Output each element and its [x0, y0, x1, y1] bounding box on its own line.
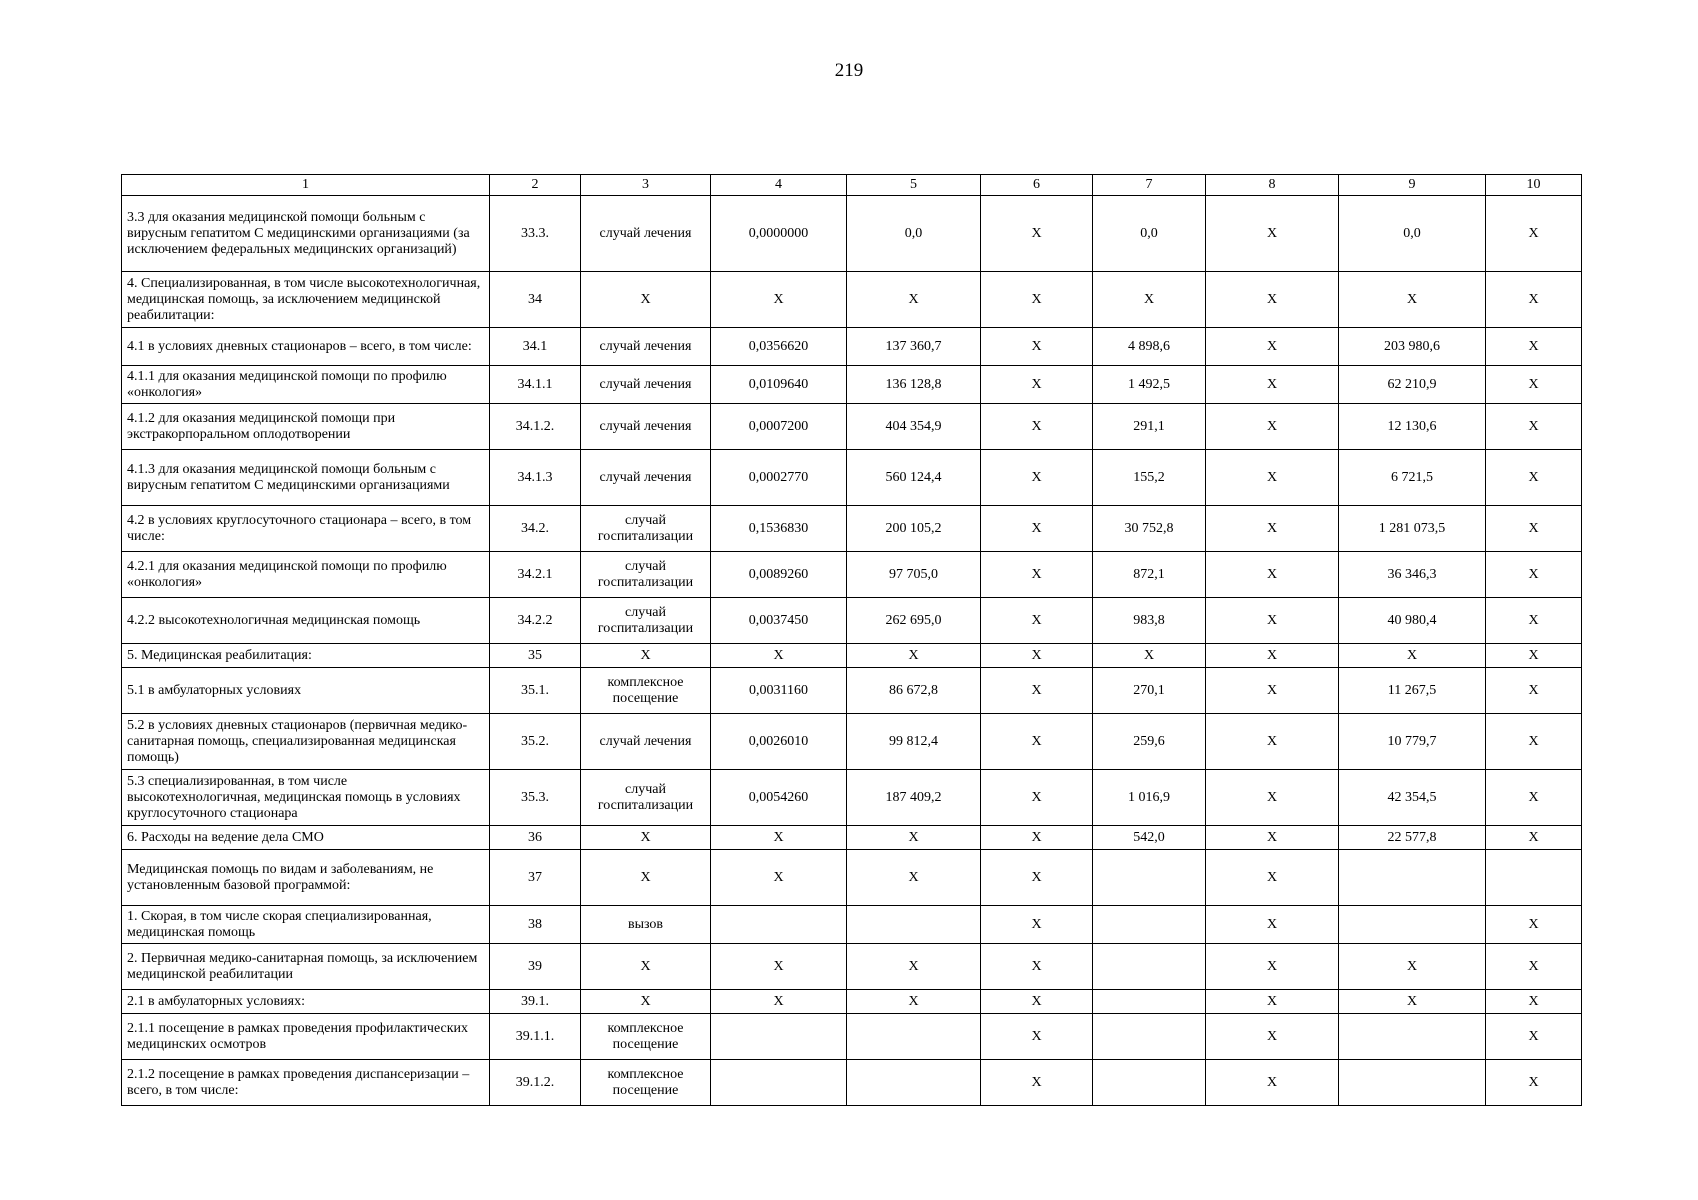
- table-row: [122, 906, 1582, 944]
- table-cell: комплексное посещение: [581, 1014, 711, 1060]
- table-cell: 39: [490, 944, 581, 990]
- table-cell: X: [581, 990, 711, 1014]
- column-header: 10: [1486, 175, 1582, 196]
- table-cell: [1339, 906, 1486, 944]
- row-label-cell: 5.1 в амбулаторных условиях: [122, 668, 490, 714]
- table-cell: X: [981, 668, 1093, 714]
- table-cell: X: [847, 644, 981, 668]
- table-cell: X: [1206, 1014, 1339, 1060]
- table-cell: 1 281 073,5: [1339, 506, 1486, 552]
- table-row: [122, 552, 1582, 598]
- table-cell: 0,0: [1093, 196, 1206, 272]
- table-row: [122, 990, 1582, 1014]
- table-row: [122, 770, 1582, 826]
- table-cell: 0,0109640: [711, 366, 847, 404]
- table-cell: [1093, 850, 1206, 906]
- table-cell: 0,0: [1339, 196, 1486, 272]
- column-header: 1: [122, 175, 490, 196]
- column-header: 9: [1339, 175, 1486, 196]
- row-label-cell: 4.1.1 для оказания медицинской помощи по профилю «онкология»: [122, 366, 490, 404]
- table-cell: X: [981, 404, 1093, 450]
- table-cell: 872,1: [1093, 552, 1206, 598]
- table-cell: 36 346,3: [1339, 552, 1486, 598]
- table-cell: X: [711, 272, 847, 328]
- table-cell: X: [981, 770, 1093, 826]
- table-cell: X: [581, 644, 711, 668]
- table-cell: X: [1486, 598, 1582, 644]
- table-cell: X: [1206, 944, 1339, 990]
- table-cell: X: [1206, 450, 1339, 506]
- row-label-cell: 4.2.1 для оказания медицинской помощи по профилю «онкология»: [122, 552, 490, 598]
- table-cell: X: [847, 990, 981, 1014]
- table-cell: X: [1486, 1060, 1582, 1106]
- table-cell: X: [1339, 990, 1486, 1014]
- table-cell: случай госпитализации: [581, 506, 711, 552]
- table-cell: 34.2.1: [490, 552, 581, 598]
- table-cell: 40 980,4: [1339, 598, 1486, 644]
- table-cell: 270,1: [1093, 668, 1206, 714]
- table-cell: 0,0000000: [711, 196, 847, 272]
- table-cell: X: [1486, 714, 1582, 770]
- table-cell: 983,8: [1093, 598, 1206, 644]
- table-cell: 34.2.2: [490, 598, 581, 644]
- table-cell: X: [1486, 944, 1582, 990]
- table-cell: 34.1.2.: [490, 404, 581, 450]
- table-cell: 39.1.2.: [490, 1060, 581, 1106]
- table-cell: X: [1486, 770, 1582, 826]
- table-cell: 262 695,0: [847, 598, 981, 644]
- table-cell: X: [981, 196, 1093, 272]
- table-row: [122, 1014, 1582, 1060]
- table-cell: 39.1.: [490, 990, 581, 1014]
- table-cell: X: [981, 366, 1093, 404]
- table-cell: случай лечения: [581, 404, 711, 450]
- table-cell: X: [981, 826, 1093, 850]
- table-cell: X: [711, 644, 847, 668]
- table-row: [122, 598, 1582, 644]
- table-cell: 291,1: [1093, 404, 1206, 450]
- table-cell: 4 898,6: [1093, 328, 1206, 366]
- table-row: [122, 850, 1582, 906]
- table-cell: 35.3.: [490, 770, 581, 826]
- row-label-cell: 5. Медицинская реабилитация:: [122, 644, 490, 668]
- row-label-cell: 4.2.2 высокотехнологичная медицинская помощь: [122, 598, 490, 644]
- table-cell: 34.1.1: [490, 366, 581, 404]
- table-cell: 542,0: [1093, 826, 1206, 850]
- row-label-cell: 3.3 для оказания медицинской помощи больным с вирусным гепатитом С медицинскими организациями (за исключением федеральных медицинских организаций): [122, 196, 490, 272]
- table-row: [122, 714, 1582, 770]
- table-cell: X: [847, 850, 981, 906]
- table-row: [122, 944, 1582, 990]
- table-row: [122, 272, 1582, 328]
- row-label-cell: 4.2 в условиях круглосуточного стационара – всего, в том числе:: [122, 506, 490, 552]
- table-cell: X: [1486, 668, 1582, 714]
- table-cell: 37: [490, 850, 581, 906]
- table-cell: X: [711, 990, 847, 1014]
- table-header-row: [122, 175, 1582, 196]
- column-header: 8: [1206, 175, 1339, 196]
- table-cell: 404 354,9: [847, 404, 981, 450]
- table-cell: 1 016,9: [1093, 770, 1206, 826]
- table-cell: X: [847, 272, 981, 328]
- row-label-cell: 2. Первичная медико-санитарная помощь, за исключением медицинской реабилитации: [122, 944, 490, 990]
- table-cell: X: [1206, 668, 1339, 714]
- table-cell: X: [1206, 196, 1339, 272]
- table-cell: 34.2.: [490, 506, 581, 552]
- table-cell: [1339, 1060, 1486, 1106]
- table-cell: X: [1486, 272, 1582, 328]
- table-cell: 97 705,0: [847, 552, 981, 598]
- table-cell: X: [1486, 328, 1582, 366]
- row-label-cell: 2.1 в амбулаторных условиях:: [122, 990, 490, 1014]
- table-cell: [1093, 906, 1206, 944]
- row-label-cell: 4.1.2 для оказания медицинской помощи при экстракорпоральном оплодотворении: [122, 404, 490, 450]
- table-cell: [1339, 850, 1486, 906]
- table-row: [122, 1060, 1582, 1106]
- column-header: 6: [981, 175, 1093, 196]
- data-table: [121, 174, 1582, 1106]
- table-cell: 33.3.: [490, 196, 581, 272]
- table-cell: 86 672,8: [847, 668, 981, 714]
- table-cell: случай лечения: [581, 196, 711, 272]
- table-cell: случай госпитализации: [581, 770, 711, 826]
- table-cell: 203 980,6: [1339, 328, 1486, 366]
- table-cell: комплексное посещение: [581, 1060, 711, 1106]
- table-cell: X: [1486, 404, 1582, 450]
- table-cell: 34.1: [490, 328, 581, 366]
- row-label-cell: 4. Специализированная, в том числе высокотехнологичная, медицинская помощь, за исключением медицинской реабилитации:: [122, 272, 490, 328]
- table-row: [122, 644, 1582, 668]
- table-cell: 36: [490, 826, 581, 850]
- table-cell: [847, 906, 981, 944]
- table-cell: [1486, 850, 1582, 906]
- table-cell: [847, 1060, 981, 1106]
- table-cell: X: [581, 826, 711, 850]
- table-cell: X: [581, 850, 711, 906]
- table-cell: X: [1339, 644, 1486, 668]
- table-cell: X: [1206, 906, 1339, 944]
- table-cell: [847, 1014, 981, 1060]
- table-cell: X: [1339, 944, 1486, 990]
- table-cell: X: [847, 944, 981, 990]
- table-cell: [711, 1014, 847, 1060]
- table-cell: X: [1206, 328, 1339, 366]
- table-cell: X: [981, 450, 1093, 506]
- table-cell: 38: [490, 906, 581, 944]
- table-cell: 42 354,5: [1339, 770, 1486, 826]
- table-row: [122, 404, 1582, 450]
- column-header: 7: [1093, 175, 1206, 196]
- table-cell: 200 105,2: [847, 506, 981, 552]
- table-cell: вызов: [581, 906, 711, 944]
- table-cell: X: [1486, 826, 1582, 850]
- table-cell: 136 128,8: [847, 366, 981, 404]
- table-cell: X: [1206, 404, 1339, 450]
- row-label-cell: 1. Скорая, в том числе скорая специализированная, медицинская помощь: [122, 906, 490, 944]
- table-cell: 0,0037450: [711, 598, 847, 644]
- table-cell: X: [981, 598, 1093, 644]
- table-cell: 187 409,2: [847, 770, 981, 826]
- table-cell: X: [981, 1060, 1093, 1106]
- table-cell: случай госпитализации: [581, 598, 711, 644]
- table-cell: X: [1206, 770, 1339, 826]
- table-cell: X: [1093, 644, 1206, 668]
- table-cell: X: [1486, 552, 1582, 598]
- table-cell: 39.1.1.: [490, 1014, 581, 1060]
- table-cell: 34.1.3: [490, 450, 581, 506]
- table-cell: 34: [490, 272, 581, 328]
- table-cell: X: [711, 850, 847, 906]
- table-cell: X: [1486, 196, 1582, 272]
- column-header: 3: [581, 175, 711, 196]
- table-cell: [1093, 1014, 1206, 1060]
- table-cell: [1093, 990, 1206, 1014]
- table-cell: X: [981, 714, 1093, 770]
- table-cell: [1093, 1060, 1206, 1106]
- row-label-cell: 6. Расходы на ведение дела СМО: [122, 826, 490, 850]
- table-cell: 0,0: [847, 196, 981, 272]
- table-cell: 0,0089260: [711, 552, 847, 598]
- table-cell: 1 492,5: [1093, 366, 1206, 404]
- table-row: [122, 196, 1582, 272]
- table-cell: 0,0026010: [711, 714, 847, 770]
- table-cell: 12 130,6: [1339, 404, 1486, 450]
- table-cell: X: [1093, 272, 1206, 328]
- table-cell: X: [1206, 506, 1339, 552]
- table-cell: X: [1206, 598, 1339, 644]
- table-cell: 0,0054260: [711, 770, 847, 826]
- table-cell: [1093, 944, 1206, 990]
- row-label-cell: 5.2 в условиях дневных стационаров (первичная медико-санитарная помощь, специализированная медицинская помощь): [122, 714, 490, 770]
- table-cell: [1339, 1014, 1486, 1060]
- table-row: [122, 506, 1582, 552]
- table-cell: X: [1486, 450, 1582, 506]
- table-cell: X: [1206, 714, 1339, 770]
- row-label-cell: 4.1.3 для оказания медицинской помощи больным с вирусным гепатитом С медицинскими организациями: [122, 450, 490, 506]
- table-cell: X: [1486, 906, 1582, 944]
- table-cell: X: [981, 506, 1093, 552]
- table-cell: X: [1206, 990, 1339, 1014]
- column-header: 2: [490, 175, 581, 196]
- table-cell: комплексное посещение: [581, 668, 711, 714]
- table-cell: 0,0002770: [711, 450, 847, 506]
- table-cell: X: [981, 1014, 1093, 1060]
- table-cell: 30 752,8: [1093, 506, 1206, 552]
- table-cell: 35.1.: [490, 668, 581, 714]
- table-cell: 22 577,8: [1339, 826, 1486, 850]
- page-number: 219: [834, 60, 864, 81]
- table-cell: 35.2.: [490, 714, 581, 770]
- table-cell: 0,0356620: [711, 328, 847, 366]
- table-cell: X: [981, 328, 1093, 366]
- table-cell: X: [981, 944, 1093, 990]
- column-header: 5: [847, 175, 981, 196]
- table-cell: X: [711, 826, 847, 850]
- table-cell: X: [981, 644, 1093, 668]
- table-cell: X: [1486, 366, 1582, 404]
- table-cell: 137 360,7: [847, 328, 981, 366]
- table-cell: 62 210,9: [1339, 366, 1486, 404]
- table-cell: X: [711, 944, 847, 990]
- table-cell: 0,0007200: [711, 404, 847, 450]
- table-cell: X: [981, 552, 1093, 598]
- table-cell: 99 812,4: [847, 714, 981, 770]
- table-cell: X: [981, 990, 1093, 1014]
- table-cell: X: [981, 906, 1093, 944]
- table-cell: 11 267,5: [1339, 668, 1486, 714]
- table-cell: случай лечения: [581, 714, 711, 770]
- table-cell: 35: [490, 644, 581, 668]
- table-cell: [711, 906, 847, 944]
- table-cell: X: [1486, 990, 1582, 1014]
- row-label-cell: Медицинская помощь по видам и заболеваниям, не установленным базовой программой:: [122, 850, 490, 906]
- table-cell: X: [1206, 644, 1339, 668]
- column-header: 4: [711, 175, 847, 196]
- table-cell: 0,0031160: [711, 668, 847, 714]
- table-cell: X: [581, 944, 711, 990]
- table-cell: 560 124,4: [847, 450, 981, 506]
- table-cell: X: [1206, 850, 1339, 906]
- table-cell: 6 721,5: [1339, 450, 1486, 506]
- table-cell: X: [1486, 1014, 1582, 1060]
- table-cell: X: [1486, 506, 1582, 552]
- table-cell: X: [1486, 644, 1582, 668]
- table-cell: случай лечения: [581, 328, 711, 366]
- table-cell: X: [1206, 366, 1339, 404]
- table-cell: X: [581, 272, 711, 328]
- table-cell: X: [981, 272, 1093, 328]
- row-label-cell: 2.1.1 посещение в рамках проведения профилактических медицинских осмотров: [122, 1014, 490, 1060]
- table-cell: [711, 1060, 847, 1106]
- table-cell: X: [1206, 552, 1339, 598]
- table-row: [122, 826, 1582, 850]
- table-cell: X: [1206, 826, 1339, 850]
- table-cell: случай лечения: [581, 450, 711, 506]
- table-cell: случай лечения: [581, 366, 711, 404]
- table-cell: 10 779,7: [1339, 714, 1486, 770]
- table-cell: X: [1339, 272, 1486, 328]
- table-cell: 0,1536830: [711, 506, 847, 552]
- table-cell: X: [847, 826, 981, 850]
- table-row: [122, 328, 1582, 366]
- table-row: [122, 366, 1582, 404]
- table-cell: X: [1206, 272, 1339, 328]
- table-cell: случай госпитализации: [581, 552, 711, 598]
- table-row: [122, 668, 1582, 714]
- table-row: [122, 450, 1582, 506]
- table-cell: 259,6: [1093, 714, 1206, 770]
- row-label-cell: 2.1.2 посещение в рамках проведения диспансеризации – всего, в том числе:: [122, 1060, 490, 1106]
- table-cell: X: [981, 850, 1093, 906]
- row-label-cell: 4.1 в условиях дневных стационаров – всего, в том числе:: [122, 328, 490, 366]
- table-cell: 155,2: [1093, 450, 1206, 506]
- table-cell: X: [1206, 1060, 1339, 1106]
- row-label-cell: 5.3 специализированная, в том числе высокотехнологичная, медицинская помощь в условиях круглосуточного стационара: [122, 770, 490, 826]
